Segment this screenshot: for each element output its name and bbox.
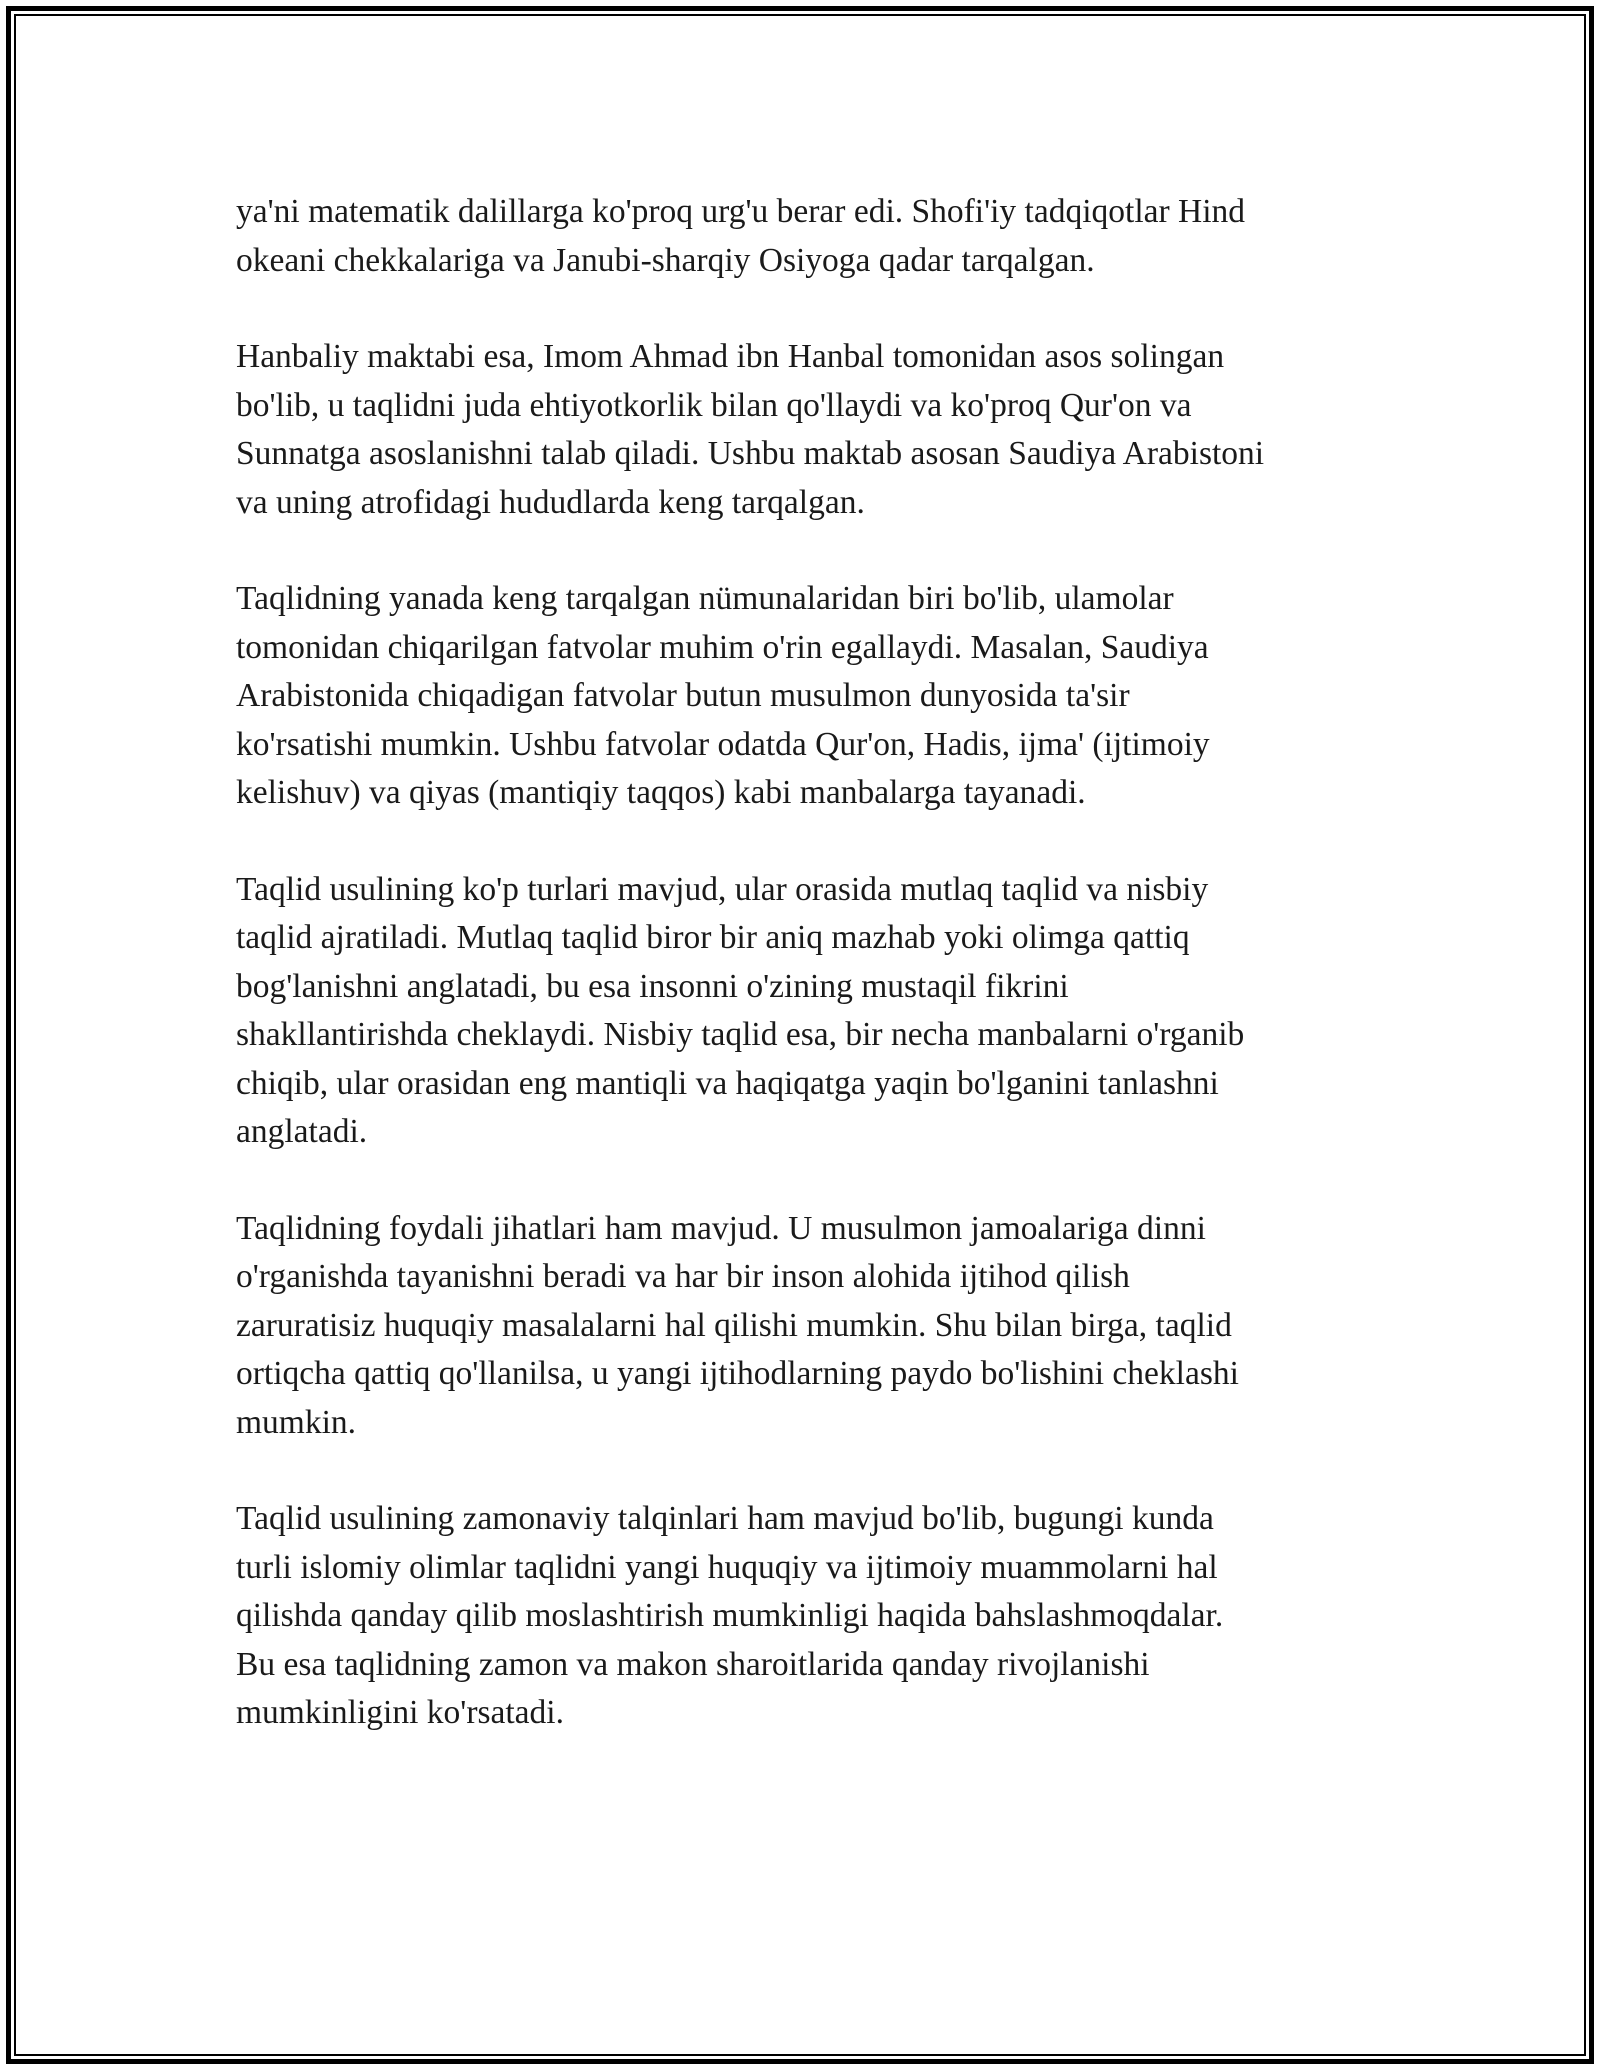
paragraph bbox=[236, 575, 1386, 818]
paragraph bbox=[236, 1205, 1386, 1448]
text-line: ya'ni matematik dalillarga ko'proq urg'u berar edi. Shofi'iy tadqiqotlar Hind bbox=[236, 193, 1246, 230]
text-line: chiqib, ular orasidan eng mantiqli va haqiqatga yaqin bo'lganini tanlashni bbox=[236, 1064, 1219, 1102]
text-line: anglatadi. bbox=[236, 1113, 368, 1150]
text-line: Taqlid usulining ko'p turlari mavjud, ular orasida mutlaq taqlid va nisbiy bbox=[236, 870, 1209, 908]
text-line: mumkinligini ko'rsatadi. bbox=[236, 1694, 564, 1731]
text-line: ko'rsatishi mumkin. Ushbu fatvolar odatda Qur'on, Hadis, ijma' (ijtimoiy bbox=[236, 725, 1210, 763]
paragraph bbox=[236, 866, 1386, 1157]
text-line: Bu esa taqlidning zamon va makon sharoitlarida qanday rivojlanishi bbox=[236, 1645, 1150, 1683]
text-line: bog'lanishni anglatadi, bu esa insonni o'zining mustaqil fikrini bbox=[236, 967, 1069, 1005]
text-line: turli islomiy olimlar taqlidni yangi huquqiy va ijtimoiy muammolarni hal bbox=[236, 1548, 1218, 1586]
text-line: qilishda qanday qilib moslashtirish mumkinligi haqida bahslashmoqdalar. bbox=[236, 1597, 1224, 1634]
text-line: okeani chekkalariga va Janubi-sharqiy Osiyoga qadar tarqalgan. bbox=[236, 241, 1095, 279]
text-line: o'rganishda tayanishni beradi va har bir inson alohida ijtihod qilish bbox=[236, 1258, 1130, 1295]
text-line: taqlid ajratiladi. Mutlaq taqlid biror bir aniq mazhab yoki olimga qattiq bbox=[236, 919, 1190, 956]
text-line: ortiqcha qattiq qo'llanilsa, u yangi ijtihodlarning paydo bo'lishini cheklashi bbox=[236, 1355, 1239, 1392]
text-line: Hanbaliy maktabi esa, Imom Ahmad ibn Hanbal tomonidan asos solingan bbox=[236, 338, 1225, 375]
paragraph bbox=[236, 1495, 1386, 1738]
text-line: Taqlidning foydali jihatlari ham mavjud. U musulmon jamoalariga dinni bbox=[236, 1209, 1206, 1247]
paragraph bbox=[236, 333, 1386, 527]
text-line: Taqlidning yanada keng tarqalgan nümunalaridan biri bo'lib, ulamolar bbox=[236, 580, 1174, 617]
text-line: tomonidan chiqarilgan fatvolar muhim o'rin egallaydi. Masalan, Saudiya bbox=[236, 628, 1209, 666]
text-line: bo'lib, u taqlidni juda ehtiyotkorlik bilan qo'llaydi va ko'proq Qur'on va bbox=[236, 386, 1192, 424]
paragraph bbox=[236, 188, 1386, 285]
text-line: shakllantirishda cheklaydi. Nisbiy taqlid esa, bir necha manbalarni o'rganib bbox=[236, 1016, 1245, 1053]
text-line: zaruratisiz huquqiy masalalarni hal qilishi mumkin. Shu bilan birga, taqlid bbox=[236, 1306, 1232, 1344]
text-line: kelishuv) va qiyas (mantiqiy taqqos) kabi manbalarga tayanadi. bbox=[236, 774, 1086, 811]
text-line: Sunnatga asoslanishni talab qiladi. Ushbu maktab asosan Saudiya Arabistoni bbox=[236, 435, 1265, 472]
text-line: va uning atrofidagi hududlarda keng tarqalgan. bbox=[236, 483, 865, 521]
text-line: Arabistonida chiqadigan fatvolar butun musulmon dunyosida ta'sir bbox=[236, 677, 1130, 714]
text-line: mumkin. bbox=[236, 1403, 357, 1441]
text-line: Taqlid usulining zamonaviy talqinlari ham mavjud bo'lib, bugungi kunda bbox=[236, 1500, 1214, 1537]
document-body bbox=[236, 188, 1386, 1786]
